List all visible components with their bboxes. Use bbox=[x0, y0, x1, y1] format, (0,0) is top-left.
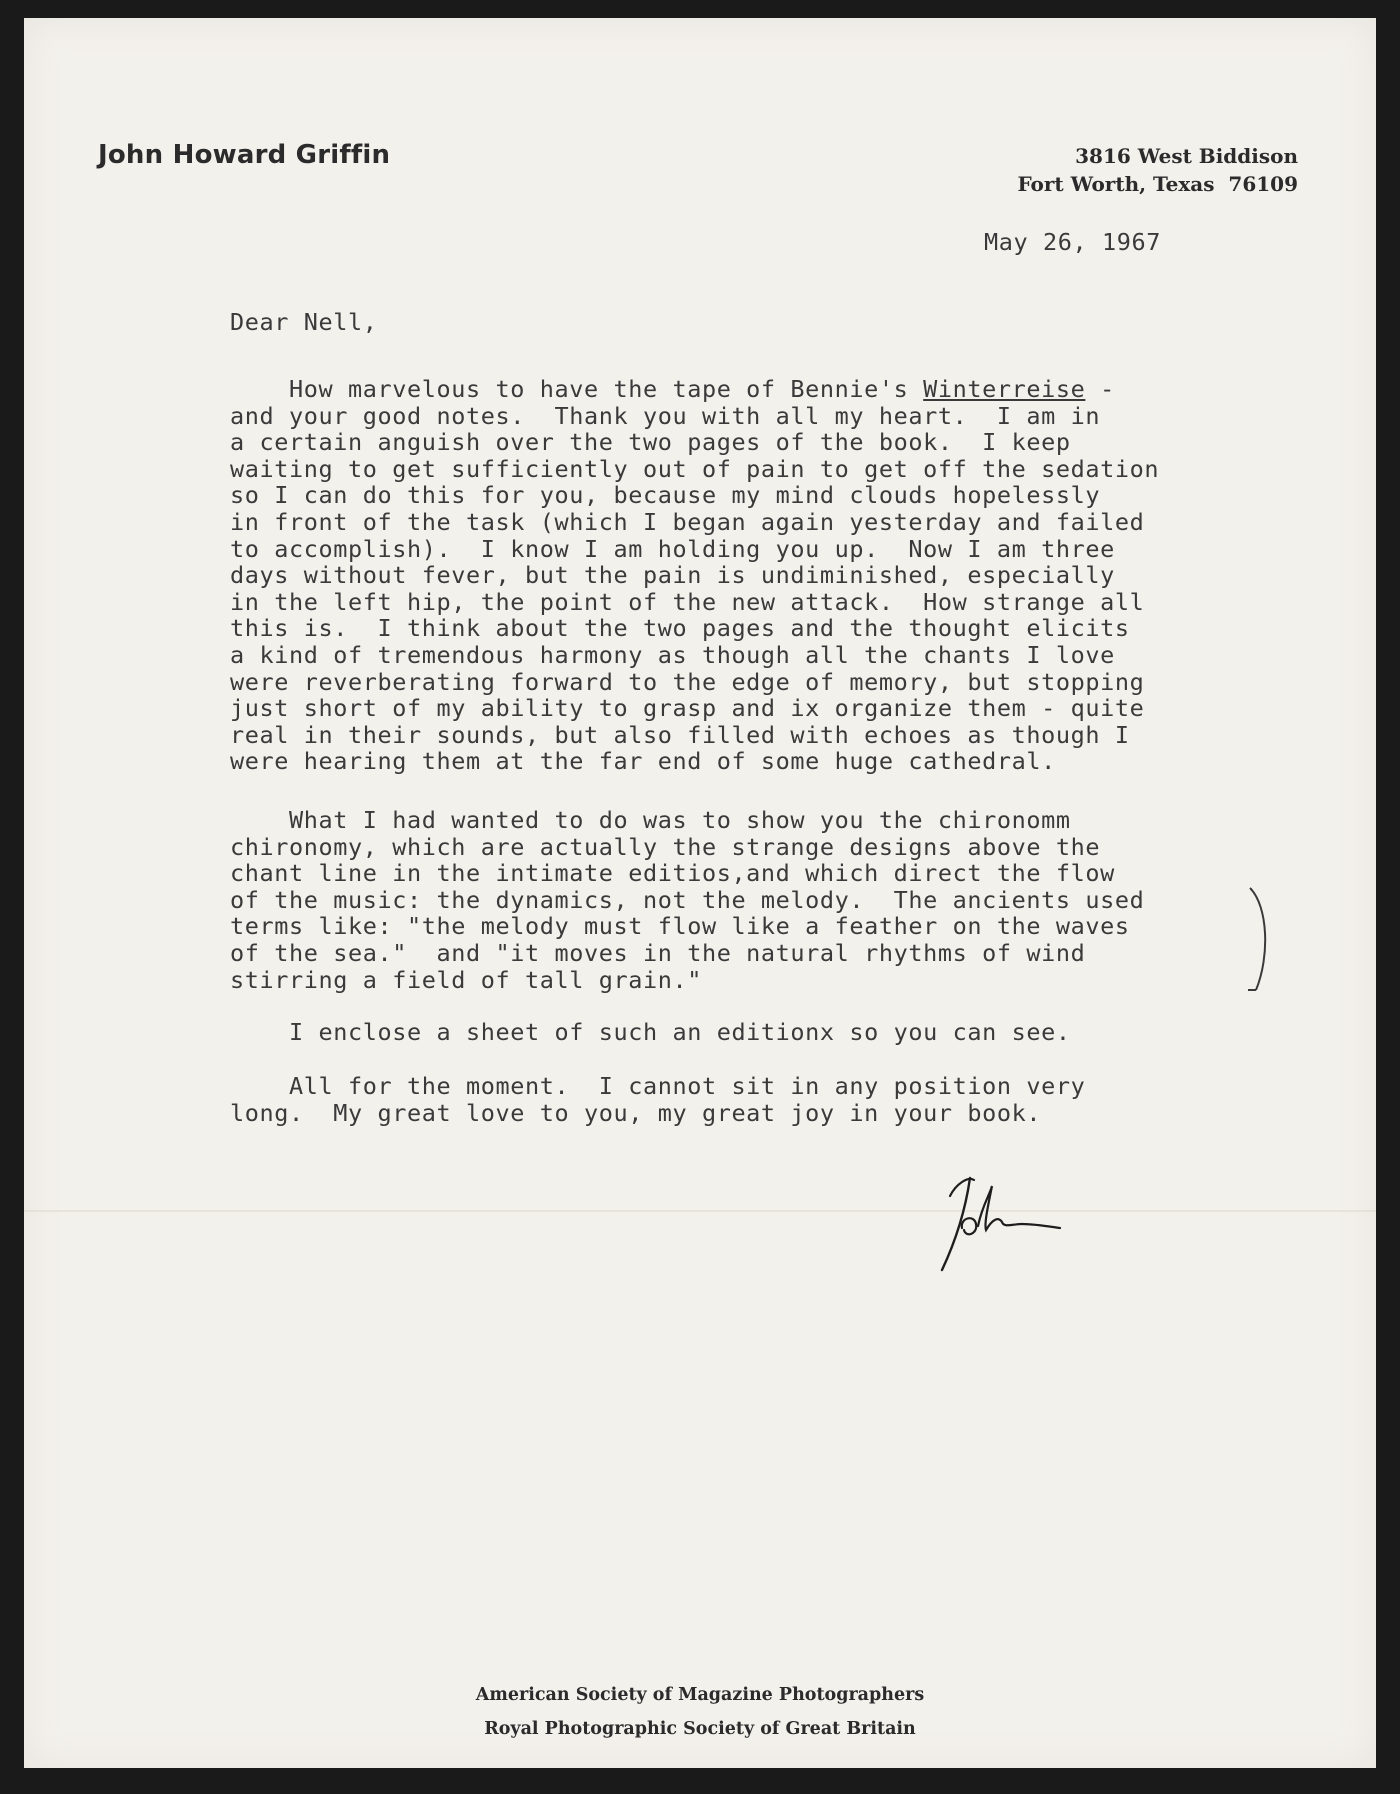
body-line: I enclose a sheet of such an editionx so you can see. bbox=[230, 1018, 1071, 1046]
body-line: waiting to get sufficiently out of pain to get off the sedation bbox=[230, 454, 1160, 483]
paragraph-4 bbox=[230, 1073, 1250, 1126]
body-line: in the left hip, the point of the new attack. How strange all bbox=[230, 587, 1145, 616]
body-line: were hearing them at the far end of some huge cathedral. bbox=[230, 747, 1056, 776]
body-line: and your good notes. Thank you with all my heart. I am in bbox=[230, 401, 1101, 430]
letter-page bbox=[24, 18, 1376, 1768]
body-line: long. My great love to you, my great joy in your book. bbox=[230, 1098, 1042, 1127]
body-line bbox=[230, 376, 1250, 403]
address-street: 3816 West Biddison bbox=[1075, 144, 1298, 168]
paper-fold-line bbox=[24, 1210, 1376, 1212]
paragraph-3 bbox=[230, 1019, 1250, 1046]
body-line-text: How marvelous to have the tape of Bennie's bbox=[230, 375, 924, 403]
paragraph-1 bbox=[230, 376, 1250, 775]
body-line: chant line in the intimate editios,and which direct the flow bbox=[230, 859, 1115, 888]
body-line: this is. I think about the two pages and the thought elicits bbox=[230, 614, 1130, 643]
body-line: were reverberating forward to the edge of memory, but stopping bbox=[230, 667, 1145, 696]
body-line: All for the moment. I cannot sit in any position very bbox=[230, 1072, 1086, 1100]
body-line: in front of the task (which I began again yesterday and failed bbox=[230, 507, 1145, 536]
body-line: stirring a field of tall grain." bbox=[230, 965, 702, 994]
body-line: of the music: the dynamics, not the melody. The ancients used bbox=[230, 885, 1145, 914]
body-line: a kind of tremendous harmony as though all the chants I love bbox=[230, 640, 1115, 669]
margin-bracket-mark bbox=[1246, 886, 1276, 996]
salutation: Dear Nell, bbox=[230, 308, 378, 336]
body-line: of the sea." and "it moves in the natural rhythms of wind bbox=[230, 938, 1086, 967]
address-city: Fort Worth, Texas 76109 bbox=[1017, 172, 1298, 196]
underlined-title: Winterreise bbox=[923, 375, 1086, 403]
footer-affiliation-2: Royal Photographic Society of Great Britain bbox=[484, 1719, 916, 1739]
body-line: days without fever, but the pain is undiminished, especially bbox=[230, 561, 1115, 590]
letter-date: May 26, 1967 bbox=[984, 228, 1161, 256]
handwritten-signature bbox=[922, 1166, 1072, 1276]
letterhead-name: John Howard Griffin bbox=[98, 140, 391, 170]
body-line: chironomy, which are actually the strange designs above the bbox=[230, 832, 1101, 861]
body-line: What I had wanted to do was to show you the chironomm bbox=[230, 806, 1071, 834]
paragraph-2 bbox=[230, 807, 1250, 993]
body-line: just short of my ability to grasp and ix organize them - quite bbox=[230, 694, 1145, 723]
body-line: real in their sounds, but also filled with echoes as though I bbox=[230, 720, 1130, 749]
body-line: so I can do this for you, because my mind clouds hopelessly bbox=[230, 481, 1101, 510]
letterhead-address bbox=[1017, 142, 1298, 198]
body-line: to accomplish). I know I am holding you up. Now I am three bbox=[230, 534, 1115, 563]
body-line: a certain anguish over the two pages of the book. I keep bbox=[230, 428, 1071, 457]
letterhead-footer bbox=[24, 1678, 1376, 1746]
body-line-text: - bbox=[1085, 375, 1115, 403]
body-line: terms like: "the melody must flow like a feather on the waves bbox=[230, 912, 1130, 941]
footer-affiliation-1: American Society of Magazine Photographers bbox=[475, 1685, 925, 1705]
